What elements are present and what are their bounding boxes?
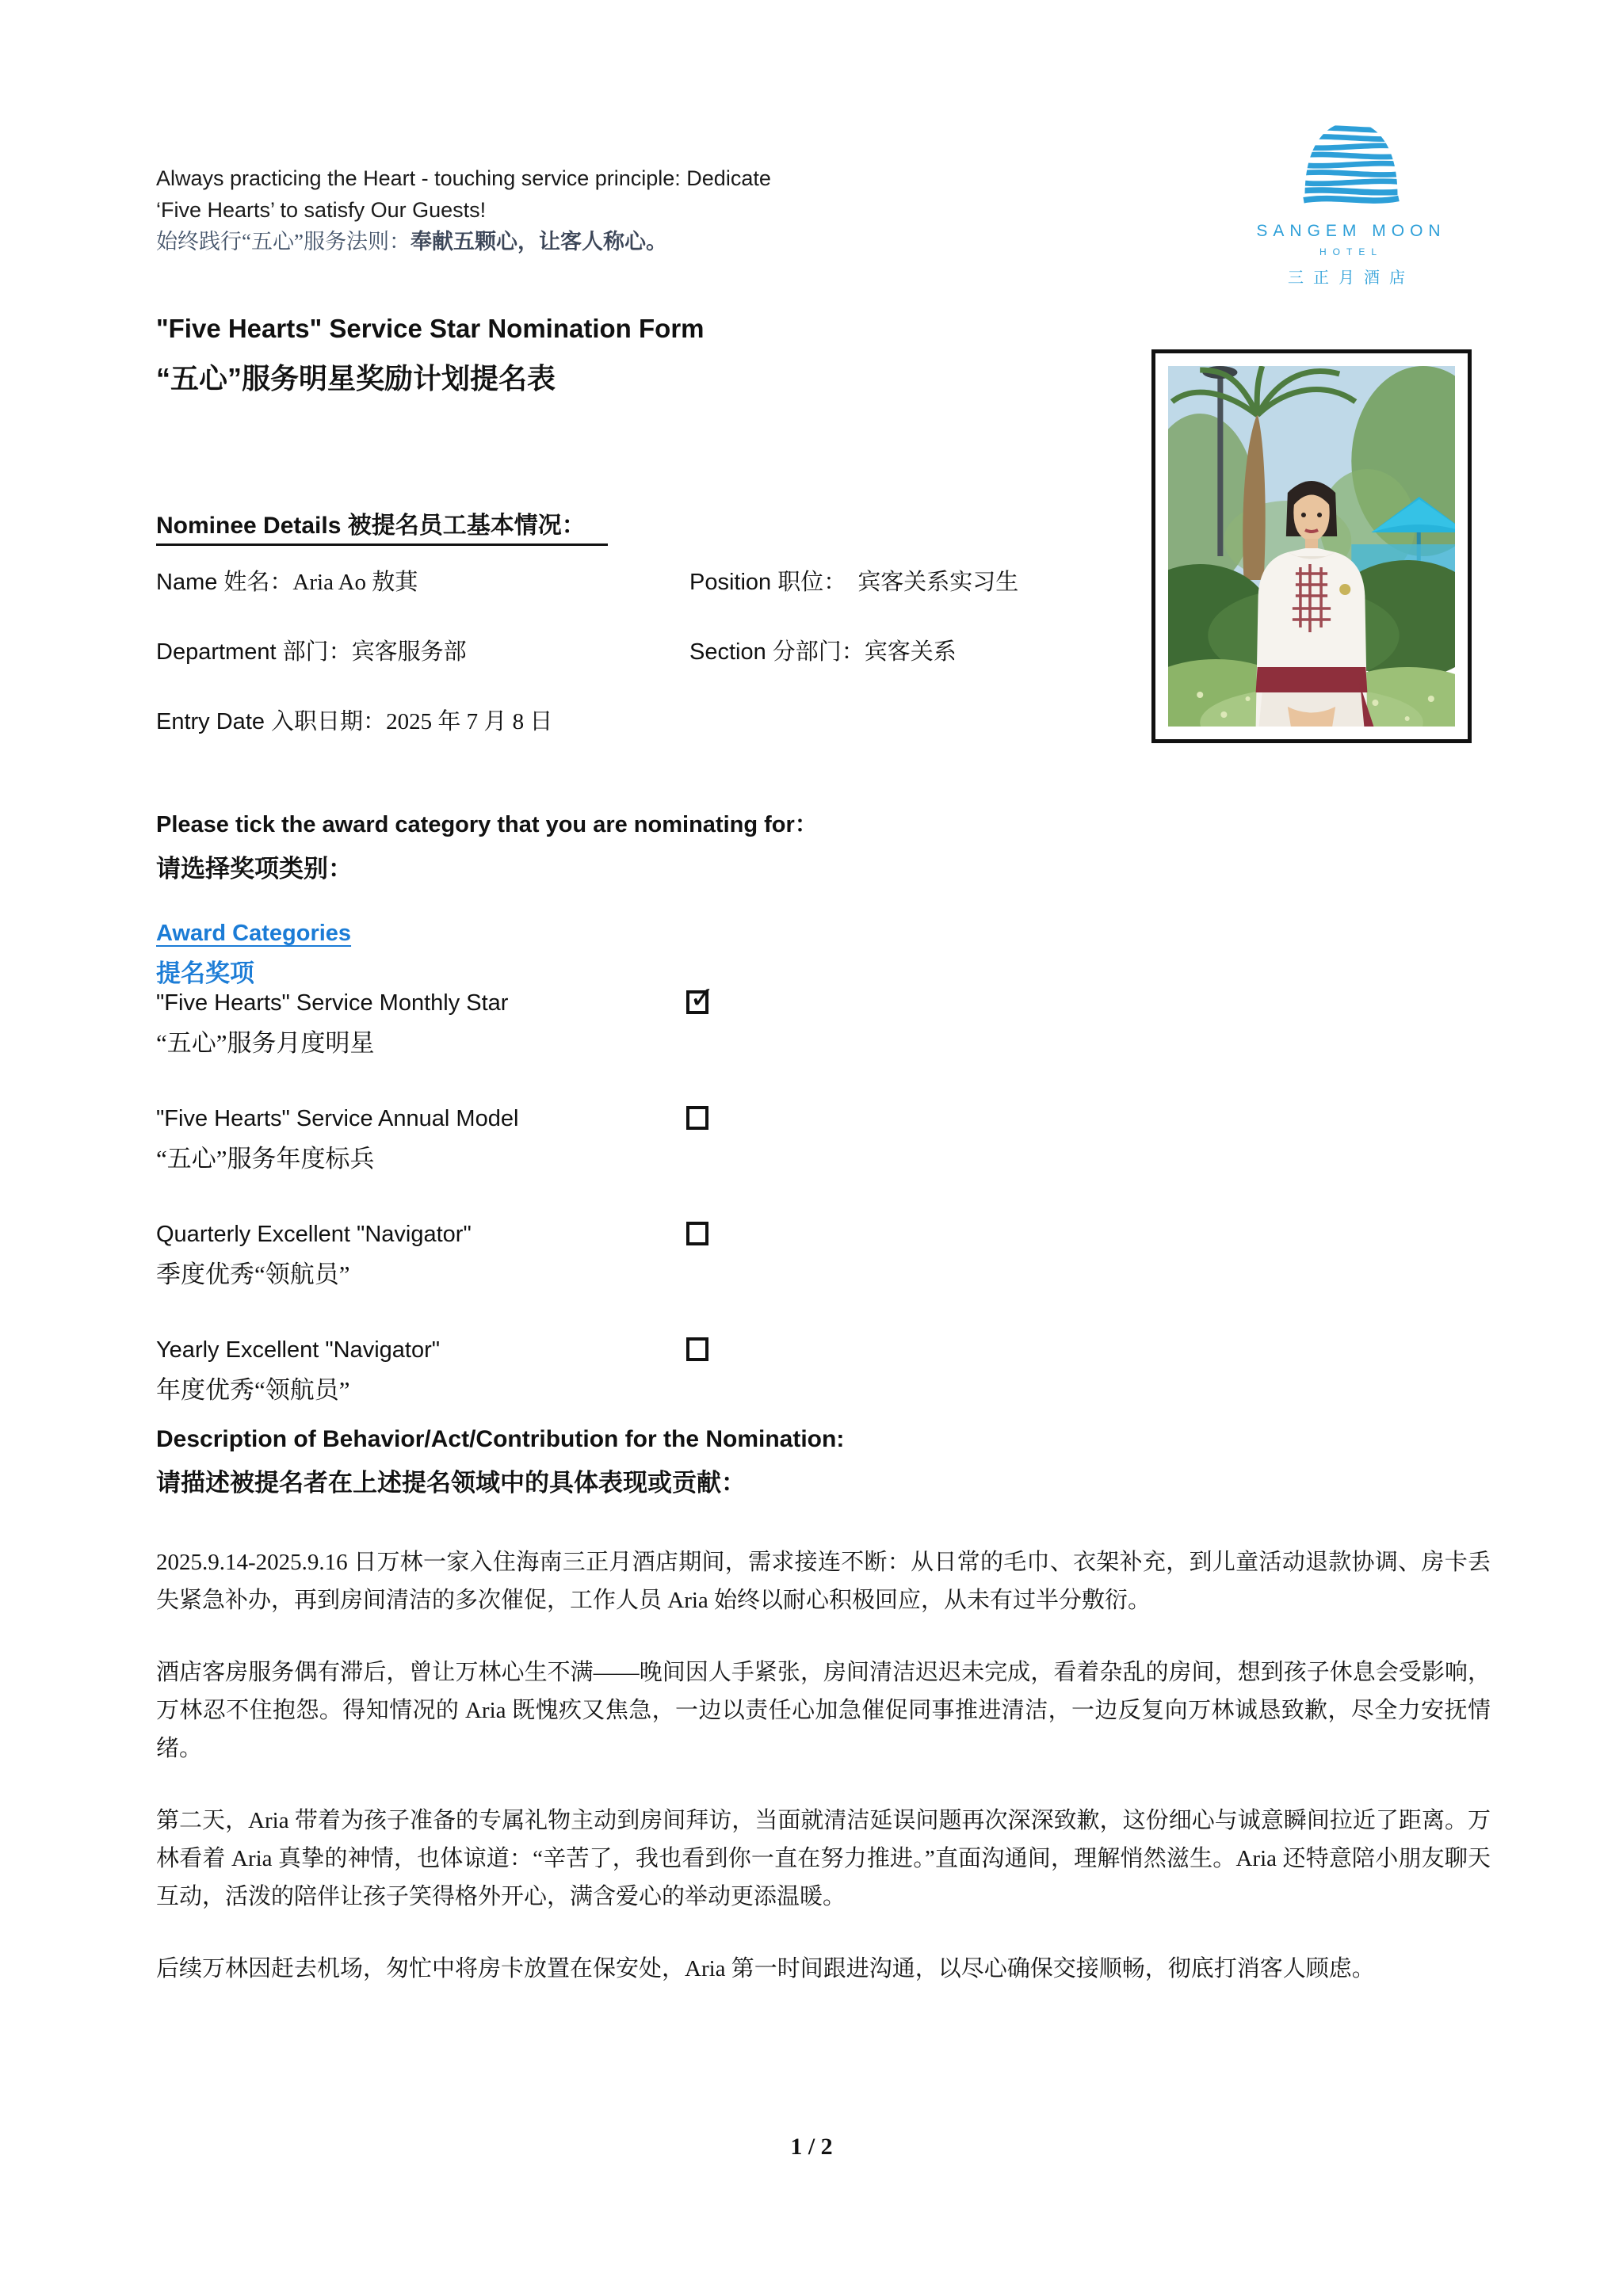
form-title-en: "Five Hearts" Service Star Nomination Form: [156, 314, 705, 343]
page-number: 1 / 2: [790, 2134, 833, 2160]
position-label: Position 职位：: [689, 570, 847, 595]
department-label: Department 部门：: [156, 639, 352, 665]
category-label-en: "Five Hearts" Service Annual Model: [156, 1106, 519, 1131]
description-paragraph: 2025.9.14-2025.9.16 日万林一家入住海南三正月酒店期间，需求接连不断：从日常的毛巾、衣架补充，到儿童活动退款协调、房卡丢失紧急补办，再到房间清洁的多次催促，工作人员 Aria 始终以耐心积极回应，从未有过半分敷衍。: [156, 1550, 1491, 1613]
name-label: Name 姓名：: [156, 570, 293, 595]
description-paragraph: 后续万林因赶去机场，匆忙中将房卡放置在保安处，Aria 第一时间跟进沟通，以尽心确保交接顺畅，彻底打消客人顾虑。: [156, 1956, 1375, 1981]
nominee-details-heading-text: Nominee Details 被提名员工基本情况：: [156, 505, 608, 546]
award-category-list: [156, 980, 949, 1453]
description-heading: [156, 1426, 844, 1498]
motto-line-2: ‘Five Hearts’ to satisfy Our Guests!: [156, 198, 487, 222]
nominee-row-entry-date: [156, 704, 1186, 736]
nominee-details-heading: [156, 505, 608, 546]
logo-sub: HOTEL: [1319, 246, 1383, 257]
section-label: Section 分部门：: [689, 639, 865, 665]
motto-cn-bold: 奉献五颗心，让客人称心。: [410, 230, 667, 254]
entry-date-value: 2025 年 7 月 8 日: [386, 709, 553, 734]
logo-name-en: SANGEM MOON: [1256, 222, 1446, 240]
checkmark-icon: ✓: [689, 980, 715, 1015]
motto-cn-prefix: 始终践行“五心”服务法则：: [156, 230, 411, 254]
form-title: [156, 314, 1186, 397]
form-title-cn: “五心”服务明星奖励计划提名表: [156, 362, 556, 395]
nominee-row-department-section: [156, 634, 1186, 666]
nominee-photo: [1151, 349, 1472, 743]
award-categories-link-text[interactable]: Award Categories: [156, 921, 352, 946]
quarterly-navigator-checkbox[interactable]: [686, 1222, 708, 1245]
award-category-annual-model: [156, 1106, 949, 1174]
category-label-cn: 季度优秀“领航员”: [156, 1261, 350, 1288]
award-categories-subtitle: 提名奖项: [156, 959, 254, 987]
tick-instruction-cn: 请选择奖项类别：: [156, 855, 353, 883]
logo-name-cn: 三正月酒店: [1288, 269, 1415, 287]
hotel-logo: [1220, 97, 1482, 288]
header-motto: [156, 162, 1028, 257]
category-label-cn: “五心”服务月度明星: [156, 1029, 375, 1057]
tick-instruction-en: Please tick the award category that you are nominating for：: [156, 812, 818, 837]
annual-model-checkbox[interactable]: [686, 1106, 708, 1130]
nominee-row-name-position: [156, 564, 1186, 597]
position-value: 宾客关系实习生: [857, 570, 1019, 595]
nominee-photo-image: [1168, 366, 1455, 727]
entry-date-label: Entry Date 入职日期：: [156, 709, 387, 734]
description-paragraph: 酒店客房服务偶有滞后，曾让万林心生不满——晚间因人手紧张，房间清洁迟迟未完成，看着杂乱的房间，想到孩子休息会受影响，万林忍不住抱怨。得知情况的 Aria 既愧疚又焦急，一边以责任心加急催促同事推进清洁，一边反复向万林诚恳致歉，尽全力安抚情绪。: [156, 1660, 1491, 1761]
award-category-quarterly-navigator: [156, 1222, 949, 1290]
description-body: [156, 1543, 1491, 2022]
yearly-navigator-checkbox[interactable]: [686, 1337, 708, 1361]
motto-line-1: Always practicing the Heart - touching service principle: Dedicate: [156, 166, 771, 190]
name-value: Aria Ao 敖萁: [292, 570, 418, 595]
logo-moon-icon: [1292, 97, 1411, 217]
motto-line-cn: [156, 226, 1028, 257]
award-categories-link: [156, 921, 351, 989]
award-category-monthly-star: [156, 980, 949, 1058]
description-paragraph: 第二天，Aria 带着为孩子准备的专属礼物主动到房间拜访，当面就清洁延误问题再次深深致歉，这份细心与诚意瞬间拉近了距离。万林看着 Aria 真挚的神情，也体谅道：“辛苦了，我也看到你一直在努力推进。”直面沟通间，理解悄然滋生。Aria 还特意陪小朋友聊天互动，活泼的陪伴让孩子笑得格外开心，满含爱心的举动更添温暖。: [156, 1808, 1491, 1909]
category-label-en: Yearly Excellent "Navigator": [156, 1337, 441, 1363]
category-label-cn: “五心”服务年度标兵: [156, 1145, 375, 1173]
monthly-star-checkbox[interactable]: [686, 980, 715, 1015]
category-label-cn: 年度优秀“领航员”: [156, 1376, 350, 1404]
tick-instruction: [156, 807, 818, 884]
category-label-en: Quarterly Excellent "Navigator": [156, 1222, 472, 1247]
description-heading-en: Description of Behavior/Act/Contribution for the Nomination:: [156, 1426, 845, 1452]
award-category-yearly-navigator: [156, 1337, 949, 1405]
description-heading-cn: 请描述被提名者在上述提名领域中的具体表现或贡献：: [156, 1469, 746, 1497]
section-value: 宾客关系: [864, 639, 957, 665]
department-value: 宾客服务部: [351, 639, 467, 665]
category-label-en: "Five Hearts" Service Monthly Star: [156, 990, 509, 1016]
